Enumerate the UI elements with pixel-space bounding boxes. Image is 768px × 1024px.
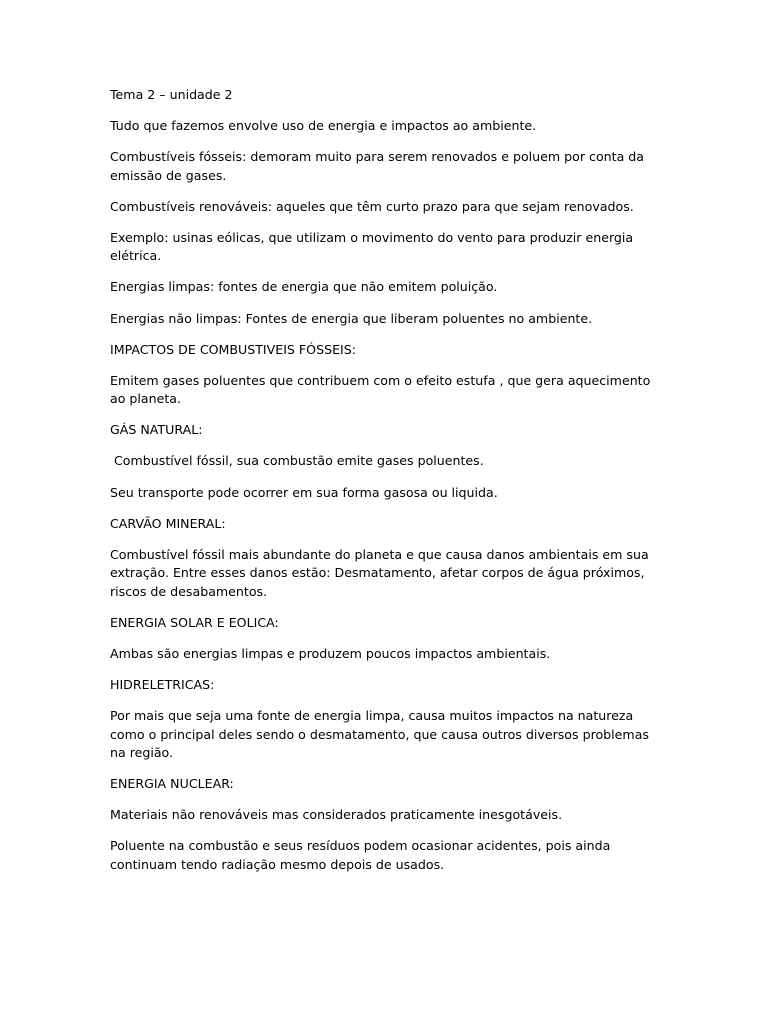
paragraph: Materiais não renováveis mas considerados praticamente inesgotáveis. [110,807,563,823]
paragraph: Poluente na combustão e seus resíduos podem ocasionar acidentes, pois ainda continuam tendo radiação mesmo depois de usados. [110,838,615,872]
paragraph: Combustíveis renováveis: aqueles que têm curto prazo para que sejam renovados. [110,198,634,214]
paragraph: Combustível fóssil, sua combustão emite gases poluentes. [110,453,484,469]
paragraph: Tudo que fazemos envolve uso de energia e impactos ao ambiente. [110,118,537,134]
paragraph: Ambas são energias limpas e produzem poucos impactos ambientais. [110,645,551,661]
section-heading: ENERGIA NUCLEAR: [110,776,234,792]
section-heading: IMPACTOS DE COMBUSTIVEIS FÓSSEIS: [110,341,356,357]
paragraph: Combustível fóssil mais abundante do planeta e que causa danos ambientais em sua extração. Entre esses danos estão: Desmatamento, afetar corpos de água próximos, riscos de desabamentos. [110,546,653,599]
paragraph: Por mais que seja uma fonte de energia limpa, causa muitos impactos na natureza como o principal deles sendo o desmatamento, que causa outros diversos problemas na região. [110,708,653,761]
section-heading: CARVÃO MINERAL: [110,515,226,531]
section-heading: HIDRELETRICAS: [110,677,215,692]
paragraph: Seu transporte pode ocorrer em sua forma gasosa ou liquida. [110,484,498,500]
paragraph: Energias não limpas: Fontes de energia que liberam poluentes no ambiente. [110,310,593,326]
paragraph: Combustíveis fósseis: demoram muito para serem renovados e poluem por conta da emissão de gases. [110,149,649,183]
section-heading: GÁS NATURAL: [110,422,203,438]
section-heading: ENERGIA SOLAR E EOLICA: [110,614,279,630]
document-title: Tema 2 – unidade 2 [110,87,233,102]
paragraph: Emitem gases poluentes que contribuem com o efeito estufa , que gera aquecimento ao planeta. [110,372,655,407]
paragraph: Energias limpas: fontes de energia que não emitem poluição. [110,279,498,295]
paragraph: Exemplo: usinas eólicas, que utilizam o movimento do vento para produzir energia elétrica. [110,229,638,264]
